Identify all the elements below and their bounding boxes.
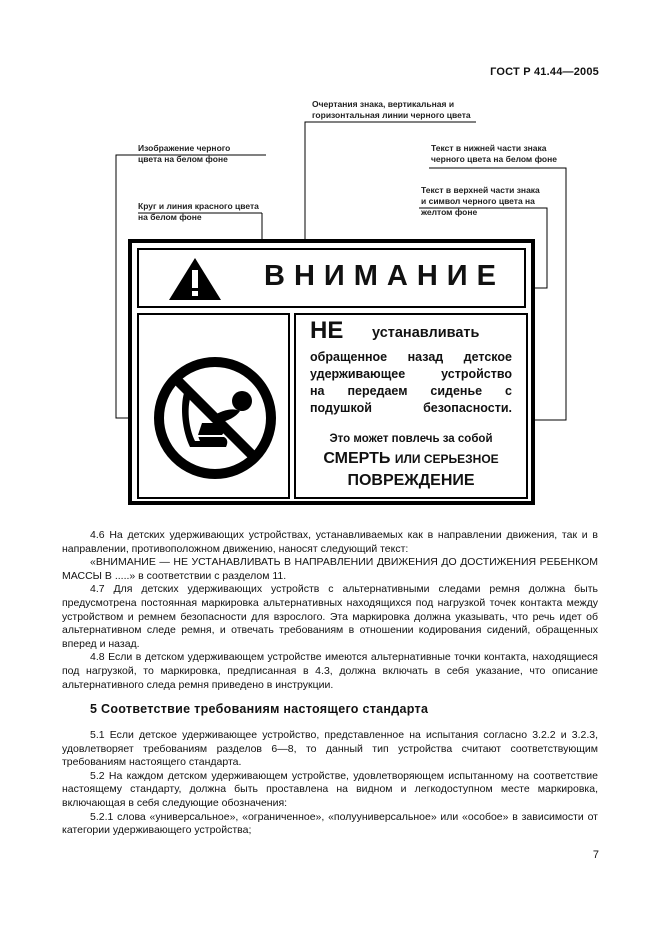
warning-sign xyxy=(128,239,535,505)
sign-text-death: СМЕРТЬ xyxy=(323,450,391,467)
paragraph-4-7: 4.7 Для детских удерживающих устройств с альтернативными следами ремня должна быть предусмотрена постоянная маркировка альтернативных находящихся под нагрузкой точек контакта между устройством и ремнем безопасности для взрослого. Эта маркировка должна указывать, что речь идет об альтернативном следе ремня, и отвечать требованиям в отношении кодирования сидений, обращенных вперед и назад. xyxy=(62,583,598,650)
paragraph-4-6-quote: «ВНИМАНИЕ — НЕ УСТАНАВЛИВАТЬ В НАПРАВЛЕНИИ ДВИЖЕНИЯ ДО ДОСТИЖЕНИЯ РЕБЕНКОМ МАССЫ В .....» в соответствии с разделом 11. xyxy=(62,556,598,582)
callout-outline: Очертания знака, вертикальная и горизонтальная линии черного цвета xyxy=(312,99,471,120)
sign-header-panel xyxy=(137,248,526,308)
body-text-block-4 xyxy=(62,529,598,692)
sign-text-or-serious: ИЛИ СЕРЬЕЗНОЕ xyxy=(394,452,499,466)
sign-text-cause: Это может повлечь за собой xyxy=(329,433,493,445)
callout-lower-text: Текст в нижней части знака черного цвета на белом фоне xyxy=(431,143,557,164)
sign-text-line2: обращенное назад детское xyxy=(310,350,512,364)
section-5-heading: 5 Соответствие требованиям настоящего стандарта xyxy=(90,702,429,716)
sign-symbol-panel xyxy=(137,313,290,499)
sign-text-death-line xyxy=(296,450,526,468)
sign-text-install: устанавливать xyxy=(372,325,480,341)
sign-text-injury: ПОВРЕЖДЕНИЕ xyxy=(347,472,475,489)
warning-triangle-icon xyxy=(167,256,223,302)
sign-title: ВНИМАНИЕ xyxy=(264,260,505,292)
paragraph-5-2: 5.2 На каждом детском удерживающем устройстве, удовлетворяющем испытанному на соответствие настоящему стандарту, должна быть проставлена на видном и легкодоступном месте маркировка, включающая в себя следующие обозначения: xyxy=(62,769,598,809)
sign-text-line5: подушкой безопасности. xyxy=(310,401,512,415)
paragraph-5-2-1: 5.2.1 слова «универсальное», «ограниченное», «полууниверсальное» или «особое» в зависимости от категории удерживающего устройства; xyxy=(62,810,598,837)
sign-text-line3: удерживающее устройство xyxy=(310,367,512,381)
page-number: 7 xyxy=(592,849,599,861)
no-rear-facing-seat-icon xyxy=(152,355,278,481)
sign-message-panel xyxy=(294,313,528,499)
body-text-block-5 xyxy=(62,729,598,838)
paragraph-4-6: 4.6 На детских удерживающих устройствах, устанавливаемых как в направлении движения, так и в направлении, противоположном движению, наносят следующий текст: xyxy=(62,529,598,555)
callout-red-circle: Круг и линия красного цвета на белом фоне xyxy=(138,201,259,222)
sign-text-line4: на передаем сиденье с xyxy=(310,384,512,398)
callout-upper-text: Текст в верхней части знака и символ черного цвета на желтом фоне xyxy=(421,185,540,217)
paragraph-5-1: 5.1 Если детское удерживающее устройство, представленное на испытания согласно 3.2.2 и 3.2.3, удовлетворяет требованиям разделов 6—8, то данный тип устройства считают соответствующим требованиям настоящего стандарта. xyxy=(62,729,598,769)
sign-text-ne: НЕ xyxy=(310,317,344,344)
paragraph-4-8: 4.8 Если в детском удерживающем устройстве имеются альтернативные точки контакта, находящиеся под нагрузкой, то маркировка, предписанная в 4.3, должна включать в себя указание, что описание альтернативного следа ремня приведено в инструкции. xyxy=(62,651,598,691)
callout-black-image: Изображение черного цвета на белом фоне xyxy=(138,143,231,164)
standard-header: ГОСТ Р 41.44—2005 xyxy=(490,66,599,78)
